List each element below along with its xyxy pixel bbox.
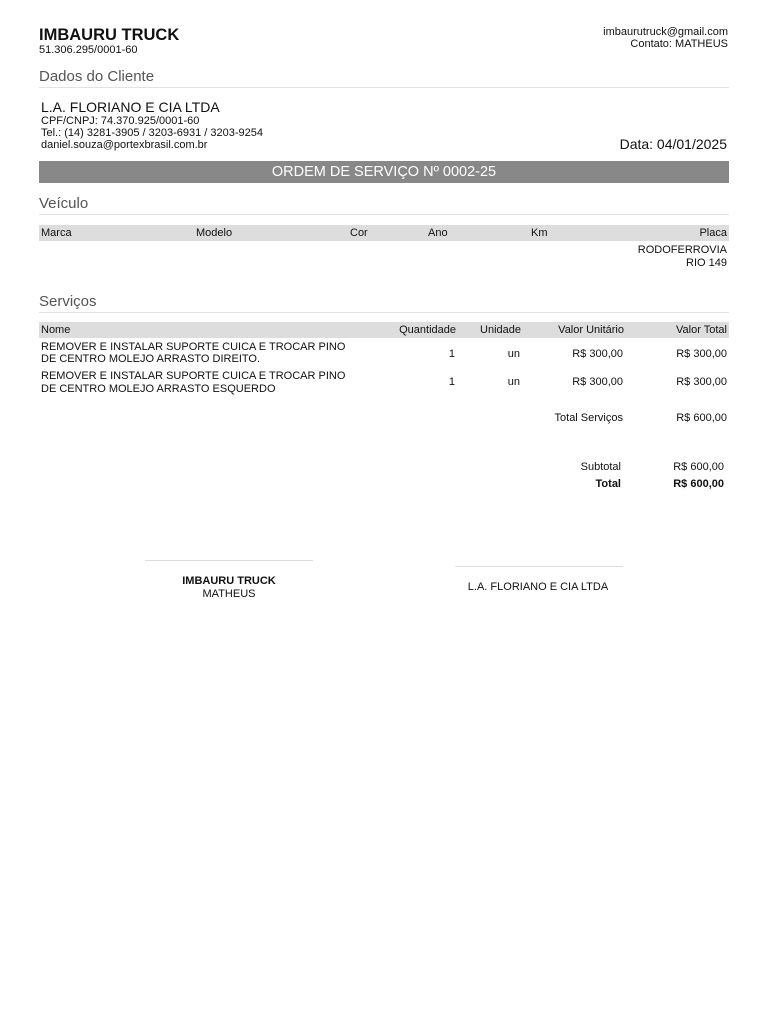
order-title-banner: ORDEM DE SERVIÇO Nº 0002-25 xyxy=(39,161,729,183)
service-valor-unitario: R$ 300,00 xyxy=(572,376,623,388)
service-unidade: un xyxy=(507,348,520,360)
services-section-title: Serviços xyxy=(39,293,97,310)
signature-right-company: L.A. FLORIANO E CIA LTDA xyxy=(467,581,609,593)
total-services-value: R$ 600,00 xyxy=(676,412,727,424)
company-name: IMBAURU TRUCK xyxy=(39,26,180,44)
table-row xyxy=(39,370,729,398)
service-valor-total: R$ 300,00 xyxy=(676,376,727,388)
company-cnpj: 51.306.295/0001-60 xyxy=(39,44,138,56)
vehicle-section-title: Veículo xyxy=(39,195,89,212)
service-name-line-1: REMOVER E INSTALAR SUPORTE CUICA E TROCAR PINO xyxy=(41,370,346,382)
vehicle-header-marca: Marca xyxy=(41,227,72,239)
service-quantidade: 1 xyxy=(448,376,455,388)
client-email: daniel.souza@portexbrasil.com.br xyxy=(41,139,208,151)
service-valor-total: R$ 300,00 xyxy=(676,348,727,360)
services-header-quantidade: Quantidade xyxy=(399,324,456,336)
vehicle-placa-line-2: RIO 149 xyxy=(686,257,727,269)
table-row xyxy=(39,341,729,369)
vehicle-header-km: Km xyxy=(531,227,548,239)
vehicle-header-cor: Cor xyxy=(350,227,368,239)
client-section-divider xyxy=(39,87,729,88)
services-header-unidade: Unidade xyxy=(480,324,521,336)
vehicle-table-header xyxy=(39,225,729,241)
services-header-valor-unitario: Valor Unitário xyxy=(558,324,624,336)
services-header-valor-total: Valor Total xyxy=(676,324,727,336)
total-services-label: Total Serviços xyxy=(554,412,623,424)
service-name-line-2: DE CENTRO MOLEJO ARRASTO DIREITO. xyxy=(41,353,261,365)
client-section-title: Dados do Cliente xyxy=(39,68,155,85)
signature-left-company: IMBAURU TRUCK xyxy=(182,575,276,587)
total-label: Total xyxy=(595,478,621,490)
service-name-line-1: REMOVER E INSTALAR SUPORTE CUICA E TROCAR PINO xyxy=(41,341,346,353)
vehicle-header-ano: Ano xyxy=(428,227,448,239)
subtotal-label: Subtotal xyxy=(580,461,621,473)
vehicle-placa-line-1: RODOFERROVIA xyxy=(637,244,727,256)
vehicle-section-divider xyxy=(39,214,729,215)
service-unidade: un xyxy=(507,376,520,388)
signature-line-right xyxy=(455,566,623,567)
signature-left-person: MATHEUS xyxy=(202,588,256,600)
signature-line-left xyxy=(145,560,313,561)
client-name: L.A. FLORIANO E CIA LTDA xyxy=(41,99,220,115)
service-name-line-2: DE CENTRO MOLEJO ARRASTO ESQUERDO xyxy=(41,383,276,395)
vehicle-header-placa: Placa xyxy=(699,227,727,239)
service-valor-unitario: R$ 300,00 xyxy=(572,348,623,360)
client-cpf-cnpj: CPF/CNPJ: 74.370.925/0001-60 xyxy=(41,115,200,127)
client-phone: Tel.: (14) 3281-3905 / 3203-6931 / 3203-9254 xyxy=(41,127,263,139)
document-date: Data: 04/01/2025 xyxy=(619,136,727,152)
services-table-header xyxy=(39,322,729,338)
services-header-nome: Nome xyxy=(41,324,71,336)
total-value: R$ 600,00 xyxy=(673,478,724,490)
company-contact: Contato: MATHEUS xyxy=(630,38,728,50)
company-email: imbaurutruck@gmail.com xyxy=(603,26,728,38)
services-section-divider xyxy=(39,312,729,313)
service-quantidade: 1 xyxy=(448,348,455,360)
vehicle-header-modelo: Modelo xyxy=(196,227,233,239)
subtotal-value: R$ 600,00 xyxy=(673,461,724,473)
